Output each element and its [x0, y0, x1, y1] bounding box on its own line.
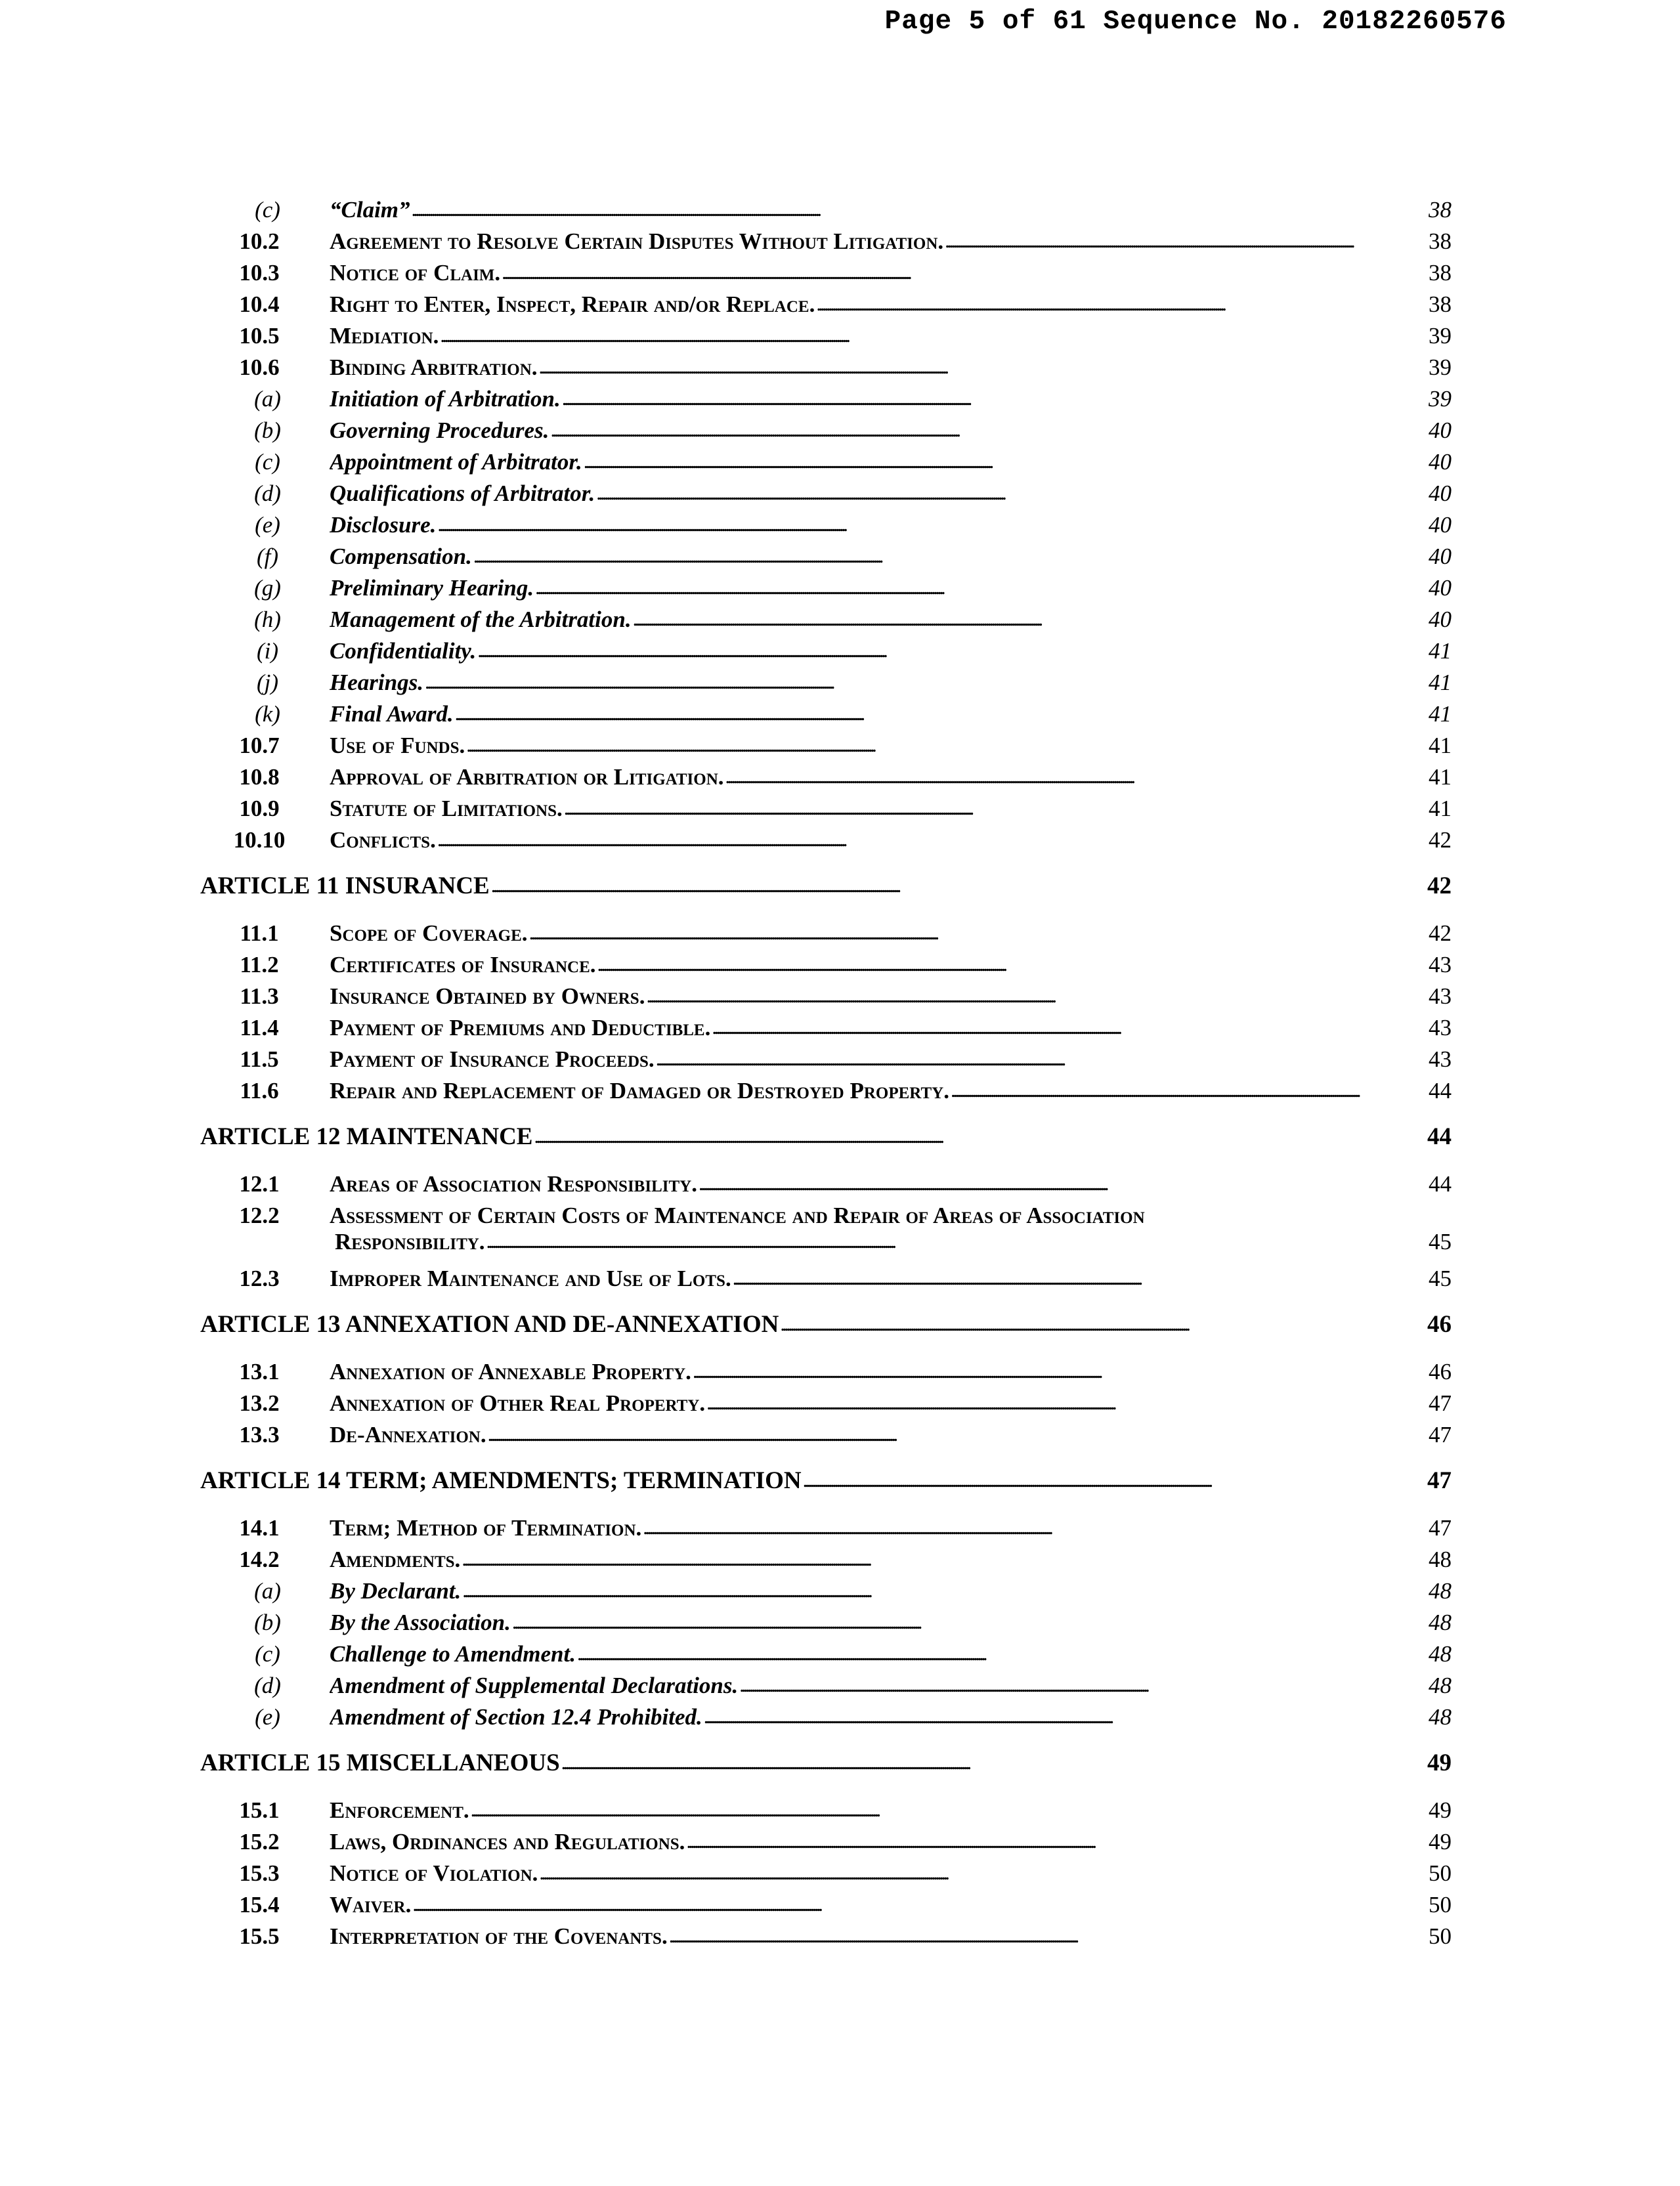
dot-leader: [816, 290, 1421, 316]
page-number: 48: [1429, 1578, 1452, 1604]
toc-entry[interactable]: [200, 1923, 1452, 1955]
page-number: 50: [1429, 1923, 1452, 1949]
dot-leader: [440, 322, 1421, 348]
entry-number: 14.1: [239, 1515, 280, 1541]
toc-entry[interactable]: [200, 701, 1452, 733]
entry-title: Appointment of Arbitrator.: [330, 449, 582, 475]
entry-number: (e): [255, 512, 280, 538]
page-number: 39: [1429, 354, 1452, 380]
page-number: 44: [1429, 1078, 1452, 1104]
toc-entry[interactable]: [200, 670, 1452, 701]
page-number: 39: [1429, 323, 1452, 349]
entry-title: Annexation of Other Real Property.: [330, 1390, 706, 1416]
entry-number: 15.2: [239, 1829, 280, 1854]
dot-leader: [529, 919, 1421, 945]
dot-leader: [706, 1389, 1421, 1415]
page-number: 40: [1429, 481, 1452, 506]
entry-title: Confidentiality.: [330, 638, 477, 664]
page-number: 49: [1429, 1797, 1452, 1823]
page-number: 40: [1429, 575, 1452, 601]
toc-entry[interactable]: [200, 386, 1452, 418]
entry-number: (k): [255, 701, 280, 727]
page-number: 47: [1429, 1515, 1452, 1541]
dot-leader: [633, 605, 1421, 632]
toc-entry[interactable]: [200, 260, 1452, 291]
page-number: 48: [1429, 1610, 1452, 1635]
entry-title: Laws, Ordinances and Regulations.: [330, 1829, 685, 1854]
entry-title: Challenge to Amendment.: [330, 1641, 576, 1667]
page-number: 40: [1429, 512, 1452, 538]
entry-number: 15.3: [239, 1860, 280, 1886]
entry-number: 10.9: [239, 796, 280, 821]
toc-entry[interactable]: [200, 952, 1452, 983]
toc-entry[interactable]: [200, 197, 1452, 228]
entry-number: 11.2: [240, 952, 279, 977]
page-number: 48: [1429, 1641, 1452, 1667]
toc-entry[interactable]: [200, 764, 1452, 796]
page-number: 49: [1429, 1829, 1452, 1854]
page-number: 38: [1429, 291, 1452, 317]
toc-article-11[interactable]: [200, 872, 1452, 903]
page-number: 50: [1429, 1860, 1452, 1886]
entry-title: Enforcement.: [330, 1797, 469, 1823]
dot-leader: [473, 542, 1421, 568]
entry-title: Certificates of Insurance.: [330, 952, 596, 977]
entry-number: 10.4: [239, 291, 280, 317]
entry-number: (d): [254, 481, 281, 506]
dot-leader: [596, 479, 1421, 505]
dot-leader: [564, 794, 1421, 821]
entry-title: Mediation.: [330, 323, 439, 349]
dot-leader: [646, 982, 1421, 1008]
article-label: ARTICLE 11 INSURANCE: [200, 872, 490, 899]
page-number: 41: [1429, 701, 1452, 727]
entry-number: (d): [254, 1673, 281, 1698]
entry-title: Improper Maintenance and Use of Lots.: [330, 1266, 731, 1291]
entry-number: 12.3: [239, 1266, 280, 1291]
dot-leader: [539, 353, 1421, 379]
dot-leader: [561, 1747, 1421, 1776]
page-number: 49: [1427, 1749, 1452, 1776]
entry-number: 10.7: [239, 733, 280, 758]
toc-entry[interactable]: [200, 983, 1452, 1015]
toc-block-article-15: [200, 1797, 1452, 1955]
entry-title: Use of Funds.: [330, 733, 465, 758]
article-label: ARTICLE 13 ANNEXATION AND DE-ANNEXATION: [200, 1311, 779, 1338]
toc-entry[interactable]: [200, 323, 1452, 354]
page-number: 38: [1429, 228, 1452, 254]
dot-leader: [550, 416, 1421, 442]
dot-leader: [535, 574, 1421, 600]
page-number: 38: [1429, 260, 1452, 286]
entry-number: (f): [256, 544, 279, 569]
entry-title: Amendment of Supplemental Declarations.: [330, 1673, 739, 1698]
dot-leader: [488, 1421, 1421, 1447]
dot-leader: [945, 227, 1421, 253]
page-number: 48: [1429, 1673, 1452, 1698]
toc-entry[interactable]: [200, 1015, 1452, 1046]
page-number: 41: [1429, 733, 1452, 758]
dot-leader: [699, 1170, 1421, 1196]
toc-article-14[interactable]: [200, 1467, 1452, 1498]
entry-title: By the Association.: [330, 1610, 511, 1635]
page-number: 38: [1429, 197, 1452, 223]
dot-leader: [462, 1545, 1421, 1572]
dot-leader: [437, 826, 1421, 852]
entry-number: 13.2: [239, 1390, 280, 1416]
entry-title: Compensation.: [330, 544, 472, 569]
toc-entry[interactable]: [200, 607, 1452, 638]
dot-leader: [739, 1671, 1421, 1698]
entry-number: (h): [254, 607, 281, 632]
entry-title: Management of the Arbitration.: [330, 607, 632, 632]
dot-leader: [512, 1608, 1421, 1635]
entry-number: 12.1: [239, 1171, 280, 1197]
entry-number: (g): [254, 575, 281, 601]
toc-entry[interactable]: [200, 481, 1452, 512]
entry-title: “Claim”: [330, 197, 410, 223]
entry-title-line-1: Assessment of Certain Costs of Maintenance and Repair of Areas of Association: [330, 1203, 1145, 1228]
entry-title: Right to Enter, Inspect, Repair and/or Replace.: [330, 291, 815, 317]
dot-leader: [534, 1121, 1421, 1149]
entry-title: Preliminary Hearing.: [330, 575, 534, 601]
entry-title: Initiation of Arbitration.: [330, 386, 561, 412]
page-number: 47: [1429, 1390, 1452, 1416]
toc-entry[interactable]: [200, 1359, 1452, 1390]
toc-block-article-13: [200, 1359, 1452, 1453]
page-number: 48: [1429, 1547, 1452, 1572]
entry-title: Agreement to Resolve Certain Disputes Without Litigation.: [330, 228, 944, 254]
toc-entry[interactable]: [200, 1704, 1452, 1736]
entry-title: Areas of Association Responsibility.: [330, 1171, 697, 1197]
toc-entry[interactable]: [200, 418, 1452, 449]
entry-title: Scope of Coverage.: [330, 920, 528, 946]
page-number: 40: [1429, 607, 1452, 632]
toc-entry[interactable]: [200, 1610, 1452, 1641]
toc-entry[interactable]: [200, 1515, 1452, 1547]
toc-entry[interactable]: [200, 1892, 1452, 1923]
entry-title: Amendments.: [330, 1547, 461, 1572]
page-number: 40: [1429, 544, 1452, 569]
page-number: 41: [1429, 638, 1452, 664]
toc-block-article-12: [200, 1171, 1452, 1297]
entry-number: (b): [254, 1610, 281, 1635]
toc-entry[interactable]: [200, 449, 1452, 481]
page-number: 43: [1429, 952, 1452, 977]
entry-number: 15.1: [239, 1797, 280, 1823]
toc-entry[interactable]: [200, 1171, 1452, 1203]
page-number: 43: [1429, 1046, 1452, 1072]
entry-title: Payment of Insurance Proceeds.: [330, 1046, 655, 1072]
page-number: 44: [1427, 1123, 1452, 1150]
toc-block-article-10: [200, 197, 1452, 859]
entry-title: Term; Method of Termination.: [330, 1515, 642, 1541]
entry-title: Qualifications of Arbitrator.: [330, 481, 595, 506]
dot-leader: [437, 511, 1421, 537]
entry-number: (a): [254, 386, 281, 412]
dot-leader: [412, 196, 1421, 222]
toc-entry[interactable]: [200, 1078, 1452, 1109]
entry-number: 10.2: [239, 228, 280, 254]
entry-number: 10.8: [239, 764, 280, 790]
toc-block-article-14: [200, 1515, 1452, 1736]
entry-number: 10.6: [239, 354, 280, 380]
entry-title: Statute of Limitations.: [330, 796, 563, 821]
entry-title: By Declarant.: [330, 1578, 462, 1604]
article-label: ARTICLE 12 MAINTENANCE: [200, 1123, 533, 1150]
toc-article-15[interactable]: [200, 1749, 1452, 1780]
toc-entry[interactable]: [200, 544, 1452, 575]
entry-title: Hearings.: [330, 670, 423, 695]
entry-title: De-Annexation.: [330, 1422, 486, 1447]
dot-leader: [412, 1891, 1421, 1917]
entry-number: (c): [255, 1641, 280, 1667]
entry-title: Binding Arbitration.: [330, 354, 538, 380]
toc-entry[interactable]: [200, 1797, 1452, 1829]
dot-leader: [803, 1465, 1421, 1493]
dot-leader: [780, 1309, 1421, 1337]
dot-leader: [725, 763, 1421, 789]
toc-entry[interactable]: [200, 796, 1452, 827]
entry-number: 13.3: [239, 1422, 280, 1447]
dot-leader: [471, 1796, 1421, 1822]
entry-title: Approval of Arbitration or Litigation.: [330, 764, 724, 790]
dot-leader: [686, 1828, 1421, 1854]
entry-title: Final Award.: [330, 701, 454, 727]
page-number: 46: [1429, 1359, 1452, 1384]
page-number: 46: [1427, 1311, 1452, 1338]
dot-leader: [562, 385, 1421, 411]
entry-number: 10.5: [239, 323, 280, 349]
page-number: 41: [1429, 670, 1452, 695]
page-number: 40: [1429, 418, 1452, 443]
dot-leader: [455, 700, 1421, 726]
toc-entry[interactable]: [200, 1046, 1452, 1078]
toc-entry[interactable]: [200, 1641, 1452, 1673]
toc-entry[interactable]: [200, 354, 1452, 386]
dot-leader: [539, 1859, 1421, 1885]
toc-entry[interactable]: [200, 228, 1452, 260]
page-number: 50: [1429, 1892, 1452, 1918]
dot-leader: [656, 1045, 1421, 1071]
entry-title: Interpretation of the Covenants.: [330, 1923, 668, 1949]
dot-leader: [577, 1640, 1421, 1666]
entry-title: Amendment of Section 12.4 Prohibited.: [330, 1704, 702, 1730]
page-number: 47: [1429, 1422, 1452, 1447]
page-header: Page 5 of 61 Sequence No. 20182260576: [884, 7, 1507, 37]
page-number: 45: [1429, 1229, 1452, 1254]
toc-entry[interactable]: [200, 512, 1452, 544]
entry-number: 12.2: [239, 1203, 280, 1228]
toc-entry[interactable]: [200, 920, 1452, 952]
article-label: ARTICLE 14 TERM; AMENDMENTS; TERMINATION: [200, 1467, 802, 1494]
entry-title: Conflicts.: [330, 827, 436, 853]
entry-number: 14.2: [239, 1547, 280, 1572]
dot-leader: [425, 668, 1421, 695]
toc-entry[interactable]: [200, 1547, 1452, 1578]
entry-number: 13.1: [239, 1359, 280, 1384]
toc-entry[interactable]: [200, 291, 1452, 323]
entry-number: (e): [255, 1704, 280, 1730]
toc-entry[interactable]: [200, 575, 1452, 607]
entry-title: Disclosure.: [330, 512, 437, 538]
entry-number: 10.3: [239, 260, 280, 286]
toc-entry[interactable]: [200, 1860, 1452, 1892]
entry-number: (c): [255, 449, 280, 475]
dot-leader: [462, 1577, 1421, 1603]
dot-leader: [712, 1014, 1421, 1040]
toc-article-12[interactable]: [200, 1123, 1452, 1154]
dot-leader: [733, 1264, 1421, 1291]
dot-leader: [584, 448, 1421, 474]
toc-entry[interactable]: [200, 1203, 1452, 1266]
page-number: 41: [1429, 796, 1452, 821]
toc-entry[interactable]: [200, 827, 1452, 859]
dot-leader: [597, 951, 1421, 977]
page-number: 44: [1429, 1171, 1452, 1197]
entry-title: Waiver.: [330, 1892, 412, 1918]
dot-leader: [951, 1077, 1421, 1103]
page-number: 47: [1427, 1467, 1452, 1494]
entry-title: Repair and Replacement of Damaged or Destroyed Property.: [330, 1078, 949, 1104]
entry-number: 11.6: [240, 1078, 279, 1104]
entry-number: 15.5: [239, 1923, 280, 1949]
toc-entry[interactable]: [200, 1673, 1452, 1704]
dot-leader: [477, 637, 1421, 663]
toc-entry[interactable]: [200, 1829, 1452, 1860]
toc-entry[interactable]: [200, 638, 1452, 670]
entry-title: Payment of Premiums and Deductible.: [330, 1015, 711, 1040]
page-number: 42: [1429, 827, 1452, 853]
dot-leader: [486, 1228, 1421, 1254]
table-of-contents: [200, 197, 1452, 1955]
page-number: 41: [1429, 764, 1452, 790]
page-number: 39: [1429, 386, 1452, 412]
dot-leader: [704, 1703, 1421, 1729]
toc-entry[interactable]: [200, 1422, 1452, 1453]
page-number: 45: [1429, 1266, 1452, 1291]
toc-entry[interactable]: [200, 1578, 1452, 1610]
entry-number: (b): [254, 418, 281, 443]
entry-number: 11.1: [240, 920, 279, 946]
entry-number: 15.4: [239, 1892, 280, 1918]
page-number: 43: [1429, 1015, 1452, 1040]
dot-leader: [491, 870, 1421, 899]
entry-number: (a): [254, 1578, 281, 1604]
dot-leader: [693, 1358, 1421, 1384]
page-number: 43: [1429, 983, 1452, 1009]
toc-block-article-11: [200, 920, 1452, 1109]
entry-number: 11.3: [240, 983, 279, 1009]
entry-title: Annexation of Annexable Property.: [330, 1359, 691, 1384]
entry-title: Governing Procedures.: [330, 418, 549, 443]
page-number: 42: [1427, 872, 1452, 899]
dot-leader: [502, 259, 1421, 285]
page-number: 42: [1429, 920, 1452, 946]
toc-entry[interactable]: [200, 1390, 1452, 1422]
dot-leader: [643, 1514, 1421, 1540]
entry-title-line-2: Responsibility.: [335, 1229, 485, 1254]
entry-number: (c): [255, 197, 280, 223]
entry-title: Insurance Obtained by Owners.: [330, 983, 645, 1009]
entry-number: (i): [256, 638, 279, 664]
toc-entry[interactable]: [200, 1266, 1452, 1297]
entry-number: 11.4: [240, 1015, 279, 1040]
entry-number: 10.10: [233, 827, 286, 853]
page-number: 40: [1429, 449, 1452, 475]
entry-number: 11.5: [240, 1046, 279, 1072]
article-label: ARTICLE 15 MISCELLANEOUS: [200, 1749, 560, 1776]
entry-number: (j): [256, 670, 279, 695]
entry-title: Notice of Violation.: [330, 1860, 538, 1886]
dot-leader: [466, 731, 1421, 758]
dot-leader: [669, 1922, 1421, 1948]
toc-article-13[interactable]: [200, 1310, 1452, 1342]
entry-title: Notice of Claim.: [330, 260, 501, 286]
toc-entry[interactable]: [200, 733, 1452, 764]
page-number: 48: [1429, 1704, 1452, 1730]
